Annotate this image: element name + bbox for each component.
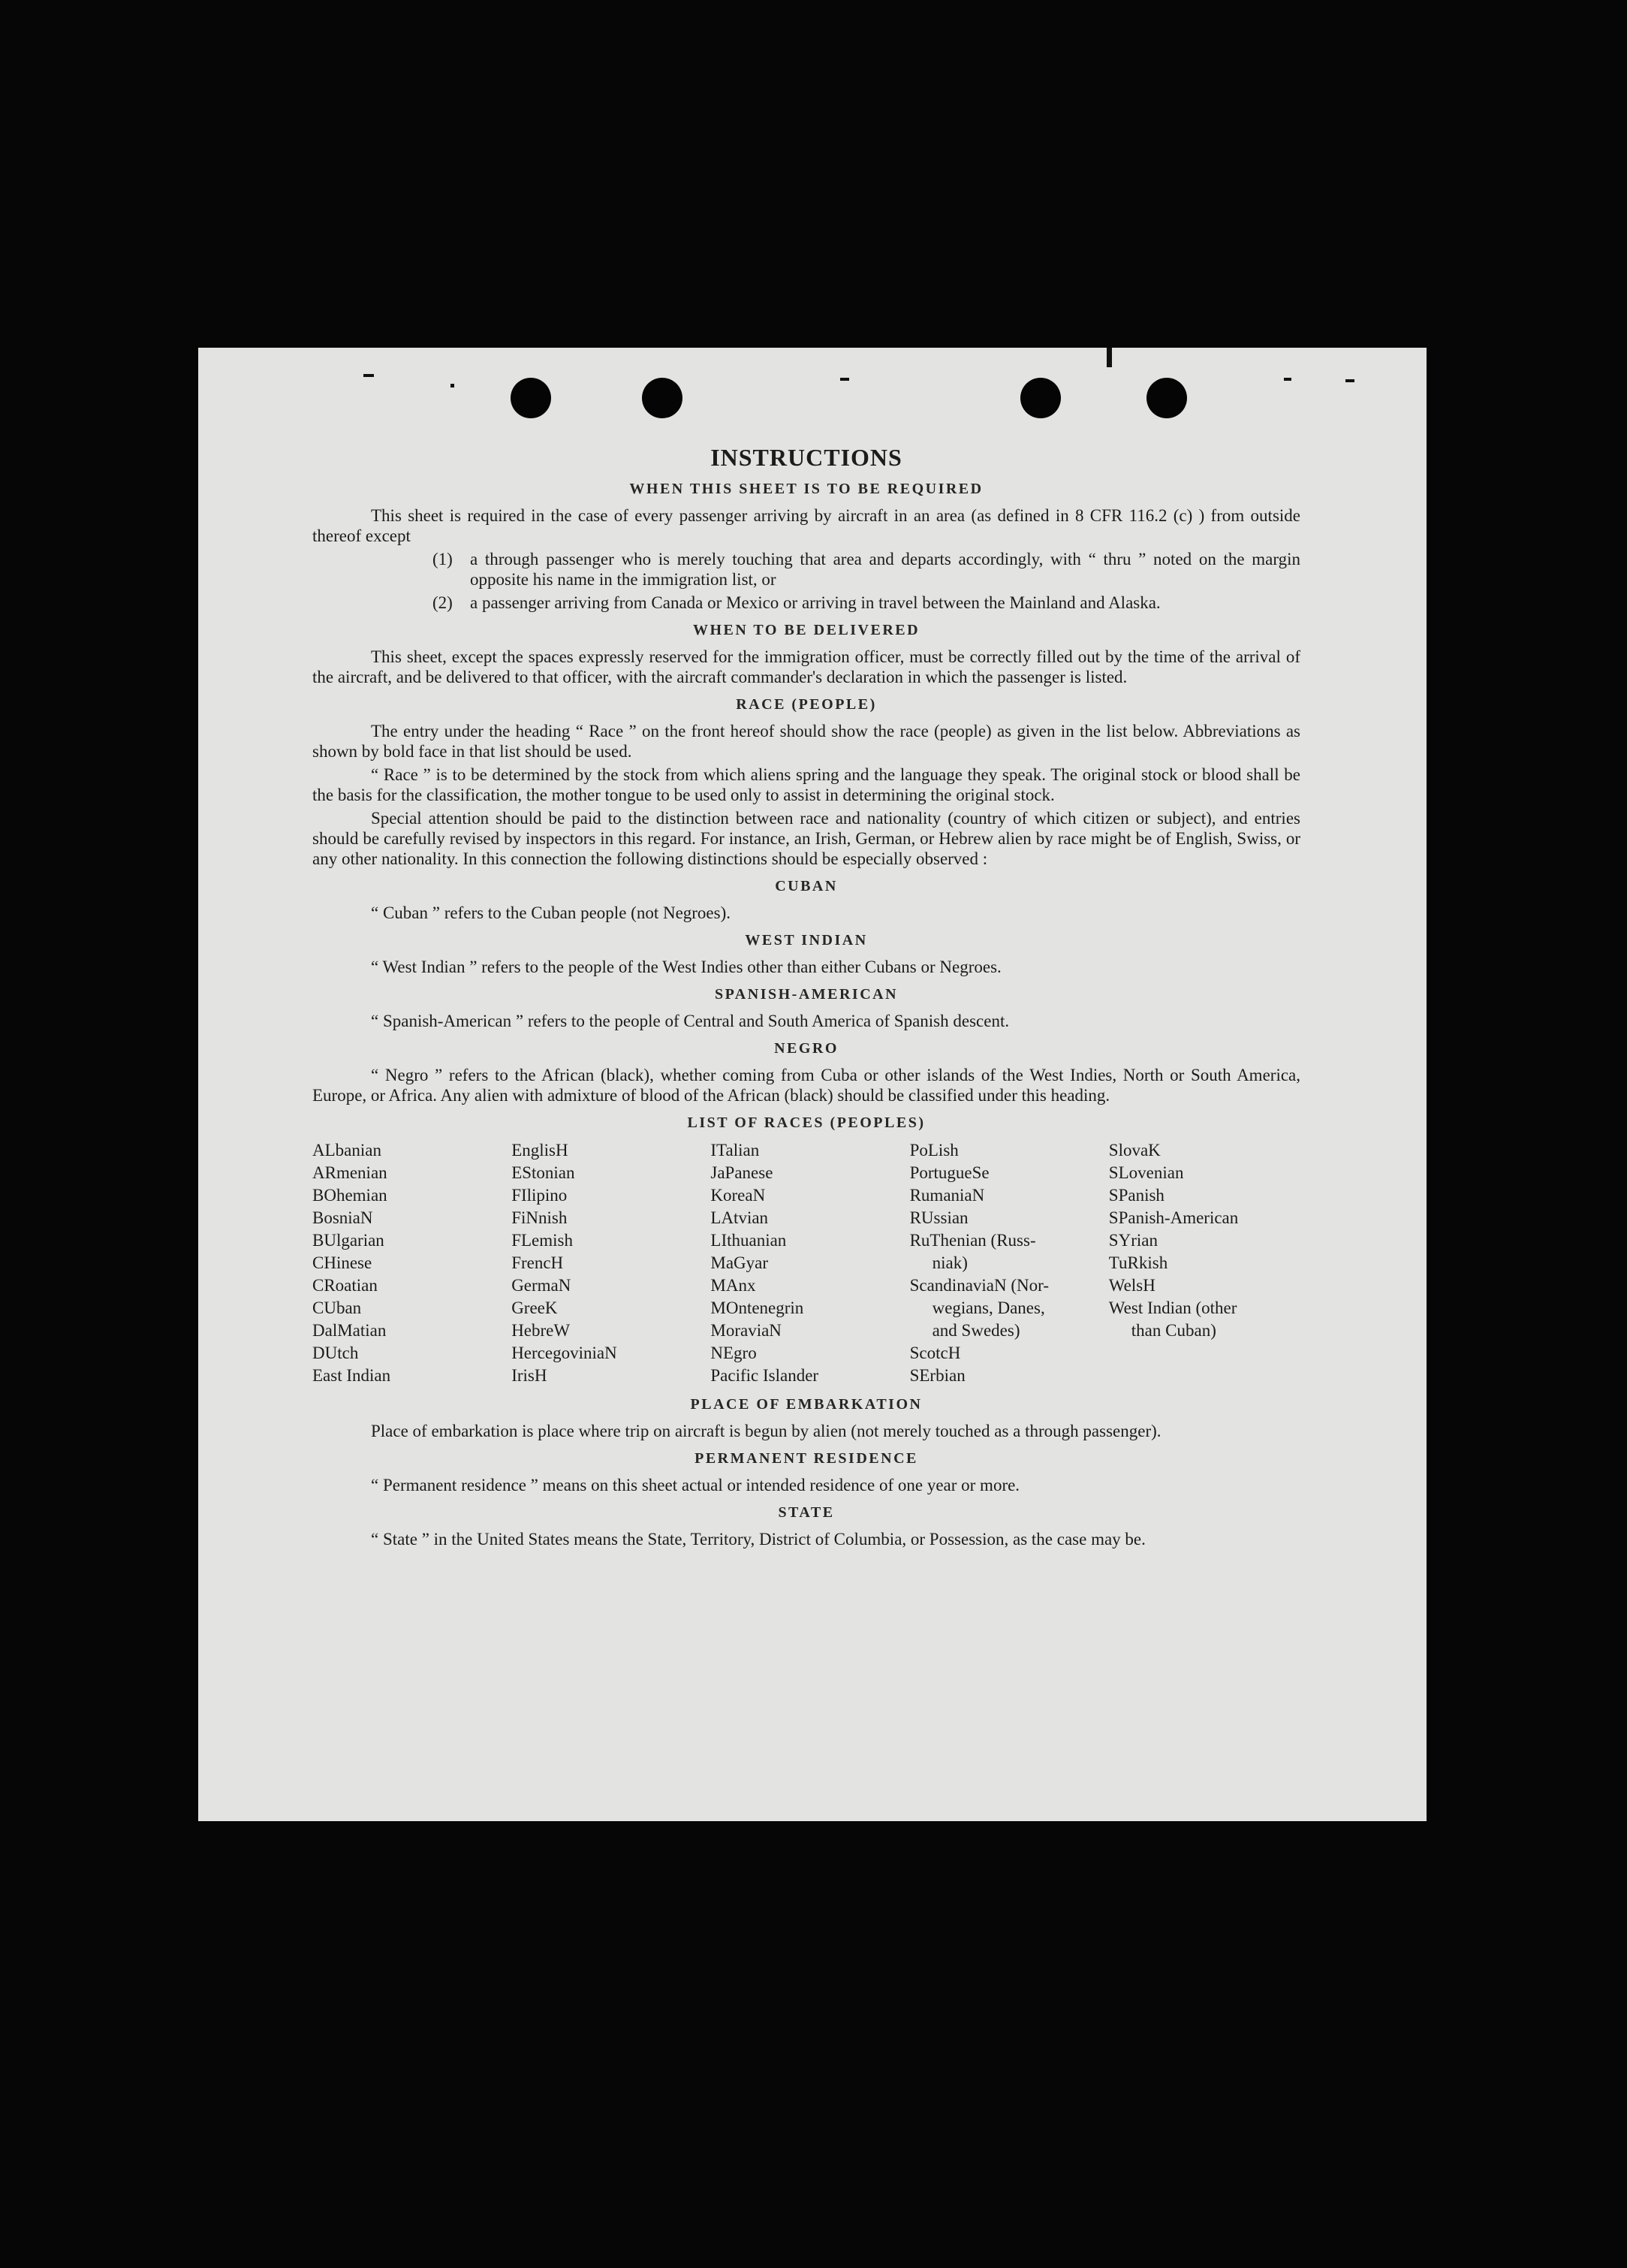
race-entry: JaPanese [710,1163,773,1182]
race-entry: SLovenian [1108,1163,1184,1182]
race-entry: RUssian [909,1208,969,1227]
heading-west-indian: WEST INDIAN [745,932,868,949]
races-list [312,1139,1300,1387]
punch-hole-4 [1146,378,1187,418]
race-entry: and Swedes) [932,1321,1020,1340]
race-entry: BosniaN [312,1208,373,1227]
race-entry: WelsH [1108,1276,1155,1295]
heading-cuban: CUBAN [775,878,838,894]
race-paragraph-2: “ Race ” is to be determined by the stock from which aliens spring and the language they speak. The original stock or blood shall be the basis for the classification, the mother tongue to be used only to assist in determining the original stock. [312,765,1300,804]
item-number: (2) [432,593,453,612]
races-column [1109,1139,1300,1387]
race-entry: SPanish-American [1108,1208,1239,1227]
race-entry: GreeK [511,1298,558,1317]
race-entry: ARmenian [312,1163,387,1182]
punch-hole-2 [642,378,682,418]
race-entry: ALbanian [312,1141,381,1160]
race-entry: SYrian [1108,1231,1158,1250]
west-indian-text: “ West Indian ” refers to the people of the West Indies other than either Cubans or Negroes. [371,958,1002,976]
race-entry: RuThenian (Russ- [909,1231,1036,1250]
heading-permanent-residence: PERMANENT RESIDENCE [694,1450,918,1467]
race-entry: ScandinaviaN (Nor- [909,1276,1049,1295]
race-entry: KoreaN [710,1186,766,1205]
race-entry: ScotcH [909,1344,961,1362]
race-entry: NEgro [710,1344,757,1362]
race-entry: PoLish [909,1141,959,1160]
speck [363,374,374,377]
race-entry: FiNnish [511,1208,568,1227]
punch-hole-3 [1020,378,1061,418]
speck [1107,348,1112,367]
race-entry: MoraviaN [710,1321,782,1340]
race-entry: TuRkish [1108,1253,1168,1272]
races-column [511,1139,703,1387]
race-entry: EnglisH [511,1141,568,1160]
race-entry: RumaniaN [909,1186,985,1205]
speck [840,378,849,381]
heading-embarkation: PLACE OF EMBARKATION [690,1396,923,1413]
instructions-text [312,444,1300,1552]
race-entry: Pacific Islander [710,1366,819,1385]
races-column [910,1139,1101,1387]
race-entry: CUban [312,1298,362,1317]
race-entry: CRoatian [312,1276,378,1295]
race-entry: GermaN [511,1276,571,1295]
document-sheet [198,348,1427,1821]
race-entry: SPanish [1108,1186,1165,1205]
heading-when-required: WHEN THIS SHEET IS TO BE REQUIRED [629,481,984,497]
race-entry: East Indian [312,1366,391,1385]
when-required-intro: This sheet is required in the case of every passenger arriving by aircraft in an area (as defined in 8 CFR 116.2 (c) ) from outside thereof except [312,506,1300,545]
race-entry: ITalian [710,1141,760,1160]
state-text: “ State ” in the United States means the State, Territory, District of Columbia, or Possession, as the case may be. [371,1530,1146,1549]
race-entry: LIthuanian [710,1231,787,1250]
race-entry: CHinese [312,1253,372,1272]
heading-race: RACE (PEOPLE) [736,696,877,713]
exception-item-1 [312,549,1300,590]
speck [1284,378,1291,381]
when-delivered-text: This sheet, except the spaces expressly reserved for the immigration officer, must be correctly filled out by the time of the arrival of the aircraft, and be delivered to that officer, with the aircraft commander's declaration in which the passenger is listed. [312,647,1300,686]
item-text: a passenger arriving from Canada or Mexico or arriving in travel between the Mainland and Alaska. [470,593,1161,612]
heading-negro: NEGRO [774,1040,839,1057]
speck [1345,379,1354,382]
races-column [710,1139,902,1387]
race-paragraph-3: Special attention should be paid to the distinction between race and nationality (country of which citizen or subject), and entries should be carefully revised by inspectors in this regard. For instance, an Irish, German, or Hebrew alien by race might be of English, Swiss, or any other nationality. In this connection the following distinctions should be especially observed : [312,809,1300,868]
race-entry: FIlipino [511,1186,568,1205]
race-entry: DalMatian [312,1321,387,1340]
speck [450,384,454,388]
embarkation-text: Place of embarkation is place where trip on aircraft is begun by alien (not merely touched as a through passenger). [371,1422,1161,1440]
cuban-text: “ Cuban ” refers to the Cuban people (not Negroes). [371,903,731,922]
race-entry: SlovaK [1108,1141,1161,1160]
race-entry: MaGyar [710,1253,769,1272]
race-entry: HercegoviniaN [511,1344,617,1362]
heading-spanish-american: SPANISH-AMERICAN [714,986,899,1003]
race-entry: niak) [932,1253,968,1272]
heading-state: STATE [778,1504,835,1521]
exception-item-2 [312,593,1300,613]
race-entry: than Cuban) [1131,1321,1216,1340]
negro-text: “ Negro ” refers to the African (black), whether coming from Cuba or other islands of the West Indies, North or South America, Europe, or Africa. Any alien with admixture of blood of the African (black) should be classified under this heading. [312,1066,1300,1105]
race-entry: BUlgarian [312,1231,384,1250]
race-entry: LAtvian [710,1208,769,1227]
race-entry: wegians, Danes, [932,1298,1045,1317]
punch-hole-1 [511,378,551,418]
document-title: INSTRUCTIONS [710,444,902,471]
race-entry: MOntenegrin [710,1298,804,1317]
item-number: (1) [432,550,453,569]
race-entry: West Indian (other [1108,1298,1237,1317]
races-column [312,1139,504,1387]
race-entry: FrencH [511,1253,564,1272]
race-entry: MAnx [710,1276,756,1295]
item-text: a through passenger who is merely touching that area and departs accordingly, with “ thru ” noted on the margin opposite his name in the immigration list, or [470,550,1300,589]
race-entry: PortugueSe [909,1163,990,1182]
race-entry: EStonian [511,1163,575,1182]
heading-list-of-races: LIST OF RACES (PEOPLES) [687,1114,926,1131]
race-entry: IrisH [511,1366,547,1385]
race-entry: DUtch [312,1344,359,1362]
race-entry: FLemish [511,1231,573,1250]
residence-text: “ Permanent residence ” means on this sheet actual or intended residence of one year or more. [371,1476,1020,1494]
race-entry: HebreW [511,1321,571,1340]
race-entry: SErbian [909,1366,966,1385]
spanish-american-text: “ Spanish-American ” refers to the people of Central and South America of Spanish descent. [371,1012,1010,1030]
race-entry: BOhemian [312,1186,387,1205]
heading-when-delivered: WHEN TO BE DELIVERED [692,622,920,638]
race-paragraph-1: The entry under the heading “ Race ” on the front hereof should show the race (people) as given in the list below. Abbreviations as shown by bold face in that list should be used. [312,722,1300,761]
